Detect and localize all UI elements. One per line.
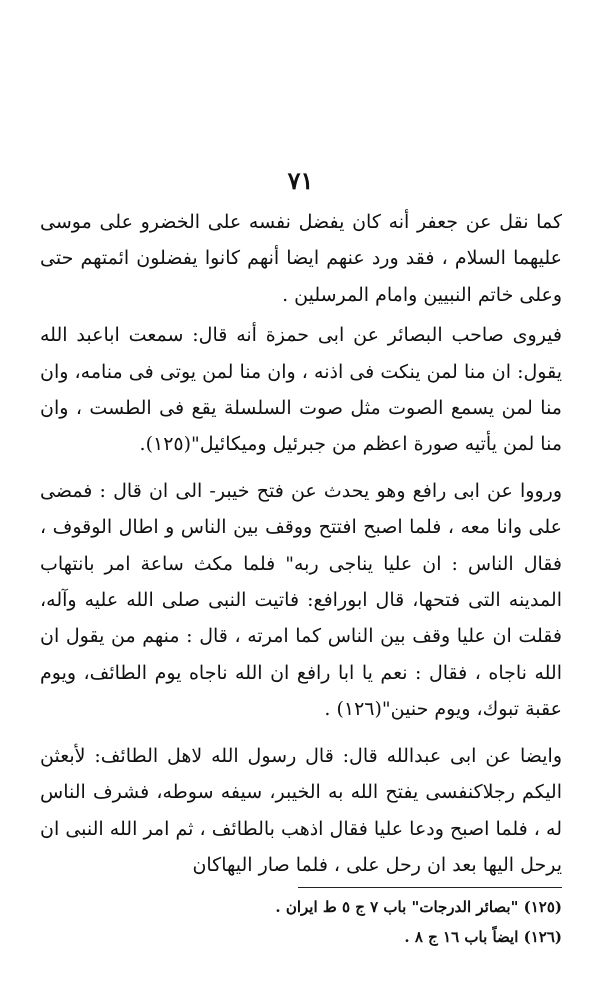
paragraph: ورووا عن ابى رافع وهو يحدث عن فتح خيبر- الى ان قال : فمضى على وانا معه ، فلما اصبح افتتح ووقف بين الناس و اطال الوقوف ، فقال الناس : ان عليا يناجى ربه" فلما مكث ساعة امر بانتهاب المدينه التى فتحها، قال ابورافع: فاتيت النبى صلى الله عليه وآله، فقلت ان عليا وقف بين الناس كما امرته ، قال : منهم من يقول ان الله ناجاه ، فقال : نعم يا ابا رافع ان الله ناجاه يوم الطائف، ويوم عقبة تبوك، ويوم حنين"(١٢٦) . bbox=[40, 479, 562, 721]
page-number: ٧١ bbox=[287, 166, 314, 195]
paragraph: وايضا عن ابى عبدالله قال: قال رسول الله لاهل الطائف: لأبعثن اليكم رجلاكنفسى يفتح الله به الخيبر، سيفه سوطه، فشرف الناس له ، فلما اصبح ودعا عليا فقال اذهب بالطائف ، ثم امر الله النبى ان يرحل اليها بعد ان رحل على ، فلما صار اليهاكان bbox=[40, 744, 562, 876]
paragraph: فيروى صاحب البصائر عن ابى حمزة أنه قال: سمعت اباعبد الله يقول: ان منا لمن ينكت فى اذنه ، وان منا لمن يوتى فى منامه، وان منا لمن يسمع الصوت مثل صوت السلسلة يقع فى الطست ، وان منا لمن يأتيه صورة اعظم من جبرئيل وميكائيل"(١٢٥). bbox=[40, 324, 562, 456]
footnotes bbox=[40, 892, 562, 952]
main-text bbox=[40, 204, 562, 883]
footnote-divider bbox=[298, 887, 562, 888]
footnote: (١٢٦) ايضاً باب ١٦ ج ٨ . bbox=[404, 928, 562, 946]
footnote: (١٢٥) "بصائر الدرجات" باب ٧ ج ٥ ط ايران . bbox=[275, 898, 562, 916]
paragraph: كما نقل عن جعفر أنه كان يفضل نفسه على الخضرو على موسى عليهما السلام ، فقد ورد عنهم ايضا أنهم كانوا يفضلون ائمتهم حتى وعلى خاتم النبيين وامام المرسلين . bbox=[40, 211, 562, 306]
